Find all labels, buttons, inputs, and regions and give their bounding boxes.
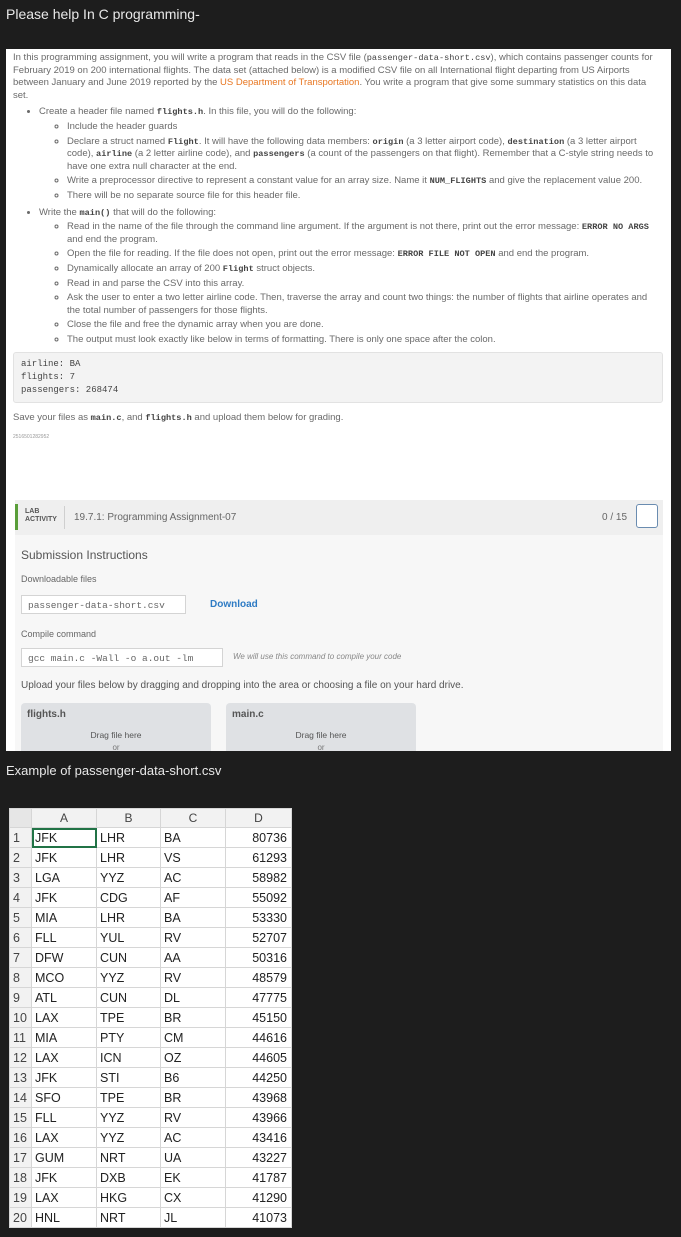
table-cell[interactable]: 58982 — [226, 868, 292, 888]
column-header[interactable]: B — [97, 809, 161, 828]
table-cell[interactable]: 41787 — [226, 1168, 292, 1188]
table-cell[interactable]: CUN — [97, 988, 161, 1008]
select-all-corner[interactable] — [10, 809, 32, 828]
drop-zone-or: or — [112, 743, 120, 751]
table-cell[interactable]: 44605 — [226, 1048, 292, 1068]
instructions-list — [13, 106, 663, 346]
table-cell[interactable]: AF — [161, 888, 226, 908]
table-cell[interactable]: 43968 — [226, 1088, 292, 1108]
save-instructions: Save your files as main.c, and flights.h and upload them below for grading. — [13, 412, 344, 424]
table-cell[interactable]: 43227 — [226, 1148, 292, 1168]
table-cell[interactable]: 52707 — [226, 928, 292, 948]
row-number[interactable]: 18 — [10, 1168, 32, 1188]
table-cell[interactable]: BR — [161, 1008, 226, 1028]
table-cell[interactable]: FLL — [32, 928, 97, 948]
table-cell[interactable]: FLL — [32, 1108, 97, 1128]
table-cell[interactable]: LAX — [32, 1008, 97, 1028]
lab-header — [15, 500, 663, 535]
table-row — [10, 908, 292, 928]
assignment-content — [6, 49, 671, 439]
table-cell[interactable]: 43416 — [226, 1128, 292, 1148]
table-cell[interactable]: CM — [161, 1028, 226, 1048]
downloadable-label: Downloadable files — [21, 574, 97, 584]
list-item: ◦ The output must look exactly like below in terms of formatting. There is only one space after the colon. — [67, 334, 663, 347]
table-row — [10, 1088, 292, 1108]
table-cell[interactable]: TPE — [97, 1008, 161, 1028]
table-cell[interactable]: JL — [161, 1208, 226, 1228]
table-cell[interactable]: SFO — [32, 1088, 97, 1108]
table-cell[interactable]: GUM — [32, 1148, 97, 1168]
row-number[interactable]: 20 — [10, 1208, 32, 1228]
row-number[interactable]: 12 — [10, 1048, 32, 1068]
row-number[interactable]: 15 — [10, 1108, 32, 1128]
table-cell[interactable]: AA — [161, 948, 226, 968]
row-number[interactable]: 8 — [10, 968, 32, 988]
table-cell[interactable]: CDG — [97, 888, 161, 908]
table-cell[interactable]: LHR — [97, 828, 161, 848]
table-cell[interactable]: B6 — [161, 1068, 226, 1088]
list-item: ◦ Open the file for reading. If the file does not open, print out the error message: ERROR FILE NOT OPEN and end the program. — [67, 248, 663, 261]
table-cell[interactable]: AC — [161, 868, 226, 888]
list-item: ◦ Close the file and free the dynamic array when you are done. — [67, 319, 663, 332]
sheet-body — [10, 828, 292, 1228]
question-title: Please help In C programming- — [6, 6, 200, 22]
list-item: ◦ Declare a struct named Flight. It will have the following data members: origin (a 3 letter airport code), destination (a 3 letter airport code), airline (a 2 letter airline code), and passengers (a count of the passengers on that flight). Remember that a C-style string needs to have one extra null character at the end. — [67, 136, 663, 174]
table-cell[interactable]: CUN — [97, 948, 161, 968]
row-number[interactable]: 9 — [10, 988, 32, 1008]
table-cell[interactable]: DFW — [32, 948, 97, 968]
table-cell[interactable]: 44250 — [226, 1068, 292, 1088]
table-cell[interactable]: DL — [161, 988, 226, 1008]
list-item: ◦ Ask the user to enter a two letter airline code. Then, traverse the array and count two things: the number of flights that airline operates and the total number of passengers for those flights. — [67, 292, 663, 317]
row-number[interactable]: 6 — [10, 928, 32, 948]
table-cell[interactable]: JFK — [32, 888, 97, 908]
row-number[interactable]: 19 — [10, 1188, 32, 1208]
lab-name: 19.7.1: Programming Assignment-07 — [74, 512, 237, 523]
drop-zone-label: flights.h — [27, 709, 66, 720]
row-number[interactable]: 10 — [10, 1008, 32, 1028]
table-row — [10, 968, 292, 988]
table-cell[interactable]: BR — [161, 1088, 226, 1108]
table-cell[interactable]: 43966 — [226, 1108, 292, 1128]
table-cell[interactable]: UA — [161, 1148, 226, 1168]
drop-zone-flights-h[interactable] — [21, 703, 211, 751]
row-number[interactable]: 4 — [10, 888, 32, 908]
list-item: ◦ There will be no separate source file for this header file. — [67, 190, 663, 203]
table-cell[interactable]: RV — [161, 968, 226, 988]
sample-output: airline: BA flights: 7 passengers: 268474 — [13, 352, 663, 403]
table-cell[interactable]: HNL — [32, 1208, 97, 1228]
drop-zone-text: Drag file here — [295, 730, 347, 740]
table-row — [10, 868, 292, 888]
table-row — [10, 1068, 292, 1088]
table-cell[interactable]: NRT — [97, 1208, 161, 1228]
row-number[interactable]: 2 — [10, 848, 32, 868]
table-cell[interactable]: HKG — [97, 1188, 161, 1208]
row-number[interactable]: 7 — [10, 948, 32, 968]
row-number[interactable]: 3 — [10, 868, 32, 888]
table-cell[interactable]: BA — [161, 908, 226, 928]
table-cell[interactable]: YYZ — [97, 968, 161, 988]
table-cell[interactable]: JFK — [32, 848, 97, 868]
table-cell[interactable]: YUL — [97, 928, 161, 948]
table-cell[interactable]: DXB — [97, 1168, 161, 1188]
table-cell[interactable]: 80736 — [226, 828, 292, 848]
list-item: ◦ Write a preprocessor directive to represent a constant value for an array size. Name it NUM_FLIGHTS and give the replacement value 200. — [67, 175, 663, 188]
table-cell[interactable]: NRT — [97, 1148, 161, 1168]
column-header-row — [10, 809, 292, 828]
table-cell[interactable]: CX — [161, 1188, 226, 1208]
dot-link[interactable]: US Department of Transportation — [220, 77, 360, 89]
compile-note: We will use this command to compile your code — [233, 652, 402, 661]
table-cell[interactable]: RV — [161, 1108, 226, 1128]
table-row — [10, 1028, 292, 1048]
table-cell[interactable]: ICN — [97, 1048, 161, 1068]
column-header[interactable]: C — [161, 809, 226, 828]
column-header[interactable]: D — [226, 809, 292, 828]
table-row — [10, 1168, 292, 1188]
table-cell[interactable]: MIA — [32, 1028, 97, 1048]
row-number[interactable]: 5 — [10, 908, 32, 928]
example-title: Example of passenger-data-short.csv — [6, 763, 222, 778]
table-cell[interactable]: 50316 — [226, 948, 292, 968]
lab-tag: LAB ACTIVITY — [25, 508, 57, 523]
table-cell[interactable]: LAX — [32, 1048, 97, 1068]
table-cell[interactable]: RV — [161, 928, 226, 948]
bullet-main: • Write the main() that will do the following: ◦ Read in the name of the file through the command line argument. If the argument is not there, print out the error message: ERROR NO ARGS and end the program. ◦ Open the file for reading. If the file does not open, print out the error message: ERROR FILE NOT OPEN and end the program. ◦ Dynamically allocate an array of 200 Flight struct objects. ◦ Read in and parse the CSV into this array. ◦ Ask the user to enter a two letter airline code. Then, traverse the array and count two things: the number of flights that airline operates and the total number of passengers for those flights. ◦ Close the file and free the dynamic array when you are done. ◦ The output must look exactly like below in terms of formatting. There is only one space after the colon. — [39, 207, 663, 347]
compile-label: Compile command — [21, 629, 97, 639]
table-cell[interactable]: LAX — [32, 1128, 97, 1148]
table-cell[interactable]: ATL — [32, 988, 97, 1008]
drop-zone-label: main.c — [232, 709, 264, 720]
table-cell[interactable]: 48579 — [226, 968, 292, 988]
table-cell[interactable]: LHR — [97, 908, 161, 928]
table-cell[interactable]: YYZ — [97, 1108, 161, 1128]
table-row — [10, 1108, 292, 1128]
score: 0 / 15 — [602, 512, 628, 523]
download-link[interactable]: Download — [210, 599, 258, 610]
row-number[interactable]: 14 — [10, 1088, 32, 1108]
table-row — [10, 1208, 292, 1228]
table-cell[interactable]: MIA — [32, 908, 97, 928]
assignment-panel — [6, 49, 671, 751]
row-number[interactable]: 1 — [10, 828, 32, 848]
drop-zone-text: Drag file here — [90, 730, 142, 740]
table-row — [10, 848, 292, 868]
table-cell[interactable]: YYZ — [97, 1128, 161, 1148]
tiny-id: 2516501282952 — [13, 434, 50, 441]
table-cell[interactable]: 45150 — [226, 1008, 292, 1028]
table-cell[interactable]: 61293 — [226, 848, 292, 868]
table-cell[interactable]: PTY — [97, 1028, 161, 1048]
table-row — [10, 1188, 292, 1208]
table-row — [10, 1008, 292, 1028]
row-number[interactable]: 13 — [10, 1068, 32, 1088]
lab-activity — [15, 500, 663, 751]
table-cell[interactable]: OZ — [161, 1048, 226, 1068]
spreadsheet — [9, 808, 292, 1228]
table-cell[interactable]: MCO — [32, 968, 97, 988]
table-cell[interactable]: TPE — [97, 1088, 161, 1108]
table-row — [10, 948, 292, 968]
completion-box-icon — [636, 504, 658, 528]
divider — [64, 506, 65, 529]
upload-instructions: Upload your files below by dragging and dropping into the area or choosing a file on your hard drive. — [21, 680, 464, 691]
table-cell[interactable]: JFK — [32, 1168, 97, 1188]
row-number[interactable]: 11 — [10, 1028, 32, 1048]
table-cell[interactable]: 41290 — [226, 1188, 292, 1208]
table-cell[interactable]: LAX — [32, 1188, 97, 1208]
table-cell[interactable]: VS — [161, 848, 226, 868]
list-item: ◦ Read in and parse the CSV into this array. — [67, 278, 663, 291]
table-cell[interactable]: EK — [161, 1168, 226, 1188]
table-row — [10, 928, 292, 948]
bullet-header-file: • Create a header file named flights.h. In this file, you will do the following: ◦ Include the header guards ◦ Declare a struct named Flight. It will have the following data members: origin (a 3 letter airport code), destination (a 3 letter airport code), airline (a 2 letter airline code), and passengers (a count of the passengers on that flight). Remember that a C-style string needs to have one extra null character at the end. ◦ Write a preprocessor directive to represent a constant value for an array size. Name it NUM_FLIGHTS and give the replacement value 200. ◦ There will be no separate source file for this header file. — [39, 106, 663, 202]
row-number[interactable]: 16 — [10, 1128, 32, 1148]
downloadable-file: passenger-data-short.csv — [21, 595, 186, 614]
table-cell[interactable]: 44616 — [226, 1028, 292, 1048]
table-row — [10, 1148, 292, 1168]
table-row — [10, 828, 292, 848]
submission-title: Submission Instructions — [21, 548, 148, 562]
table-cell[interactable]: LGA — [32, 868, 97, 888]
drop-zone-or: or — [317, 743, 325, 751]
compile-command: gcc main.c -Wall -o a.out -lm — [21, 648, 223, 667]
table-cell[interactable]: STI — [97, 1068, 161, 1088]
table-cell[interactable]: JFK — [32, 1068, 97, 1088]
table-cell[interactable]: BA — [161, 828, 226, 848]
table-cell[interactable]: YYZ — [97, 868, 161, 888]
table-cell[interactable]: 47775 — [226, 988, 292, 1008]
lab-stripe — [15, 504, 18, 530]
column-header[interactable]: A — [32, 809, 97, 828]
list-item: ◦ Read in the name of the file through the command line argument. If the argument is not there, print out the error message: ERROR NO ARGS and end the program. — [67, 221, 663, 246]
table-cell[interactable]: LHR — [97, 848, 161, 868]
drop-zone-main-c[interactable] — [226, 703, 416, 751]
table-cell[interactable]: JFK — [32, 828, 97, 848]
table-row — [10, 1048, 292, 1068]
table-cell[interactable]: 41073 — [226, 1208, 292, 1228]
table-cell[interactable]: 55092 — [226, 888, 292, 908]
table-cell[interactable]: AC — [161, 1128, 226, 1148]
intro-paragraph: In this programming assignment, you will write a program that reads in the CSV file (passenger-data-short.csv), which contains passenger counts for February 2019 on 200 international flights. The data set (attached below) is a modified CSV file on all International flight departing from US Airports between January and June 2019 reported by the US Department of Transportation. You write a program that give some summary statistics on this data set. — [13, 52, 653, 101]
table-row — [10, 988, 292, 1008]
table-cell[interactable]: 53330 — [226, 908, 292, 928]
list-item: ◦ Include the header guards — [67, 121, 663, 134]
table-row — [10, 888, 292, 908]
table-row — [10, 1128, 292, 1148]
list-item: ◦ Dynamically allocate an array of 200 Flight struct objects. — [67, 263, 663, 276]
row-number[interactable]: 17 — [10, 1148, 32, 1168]
